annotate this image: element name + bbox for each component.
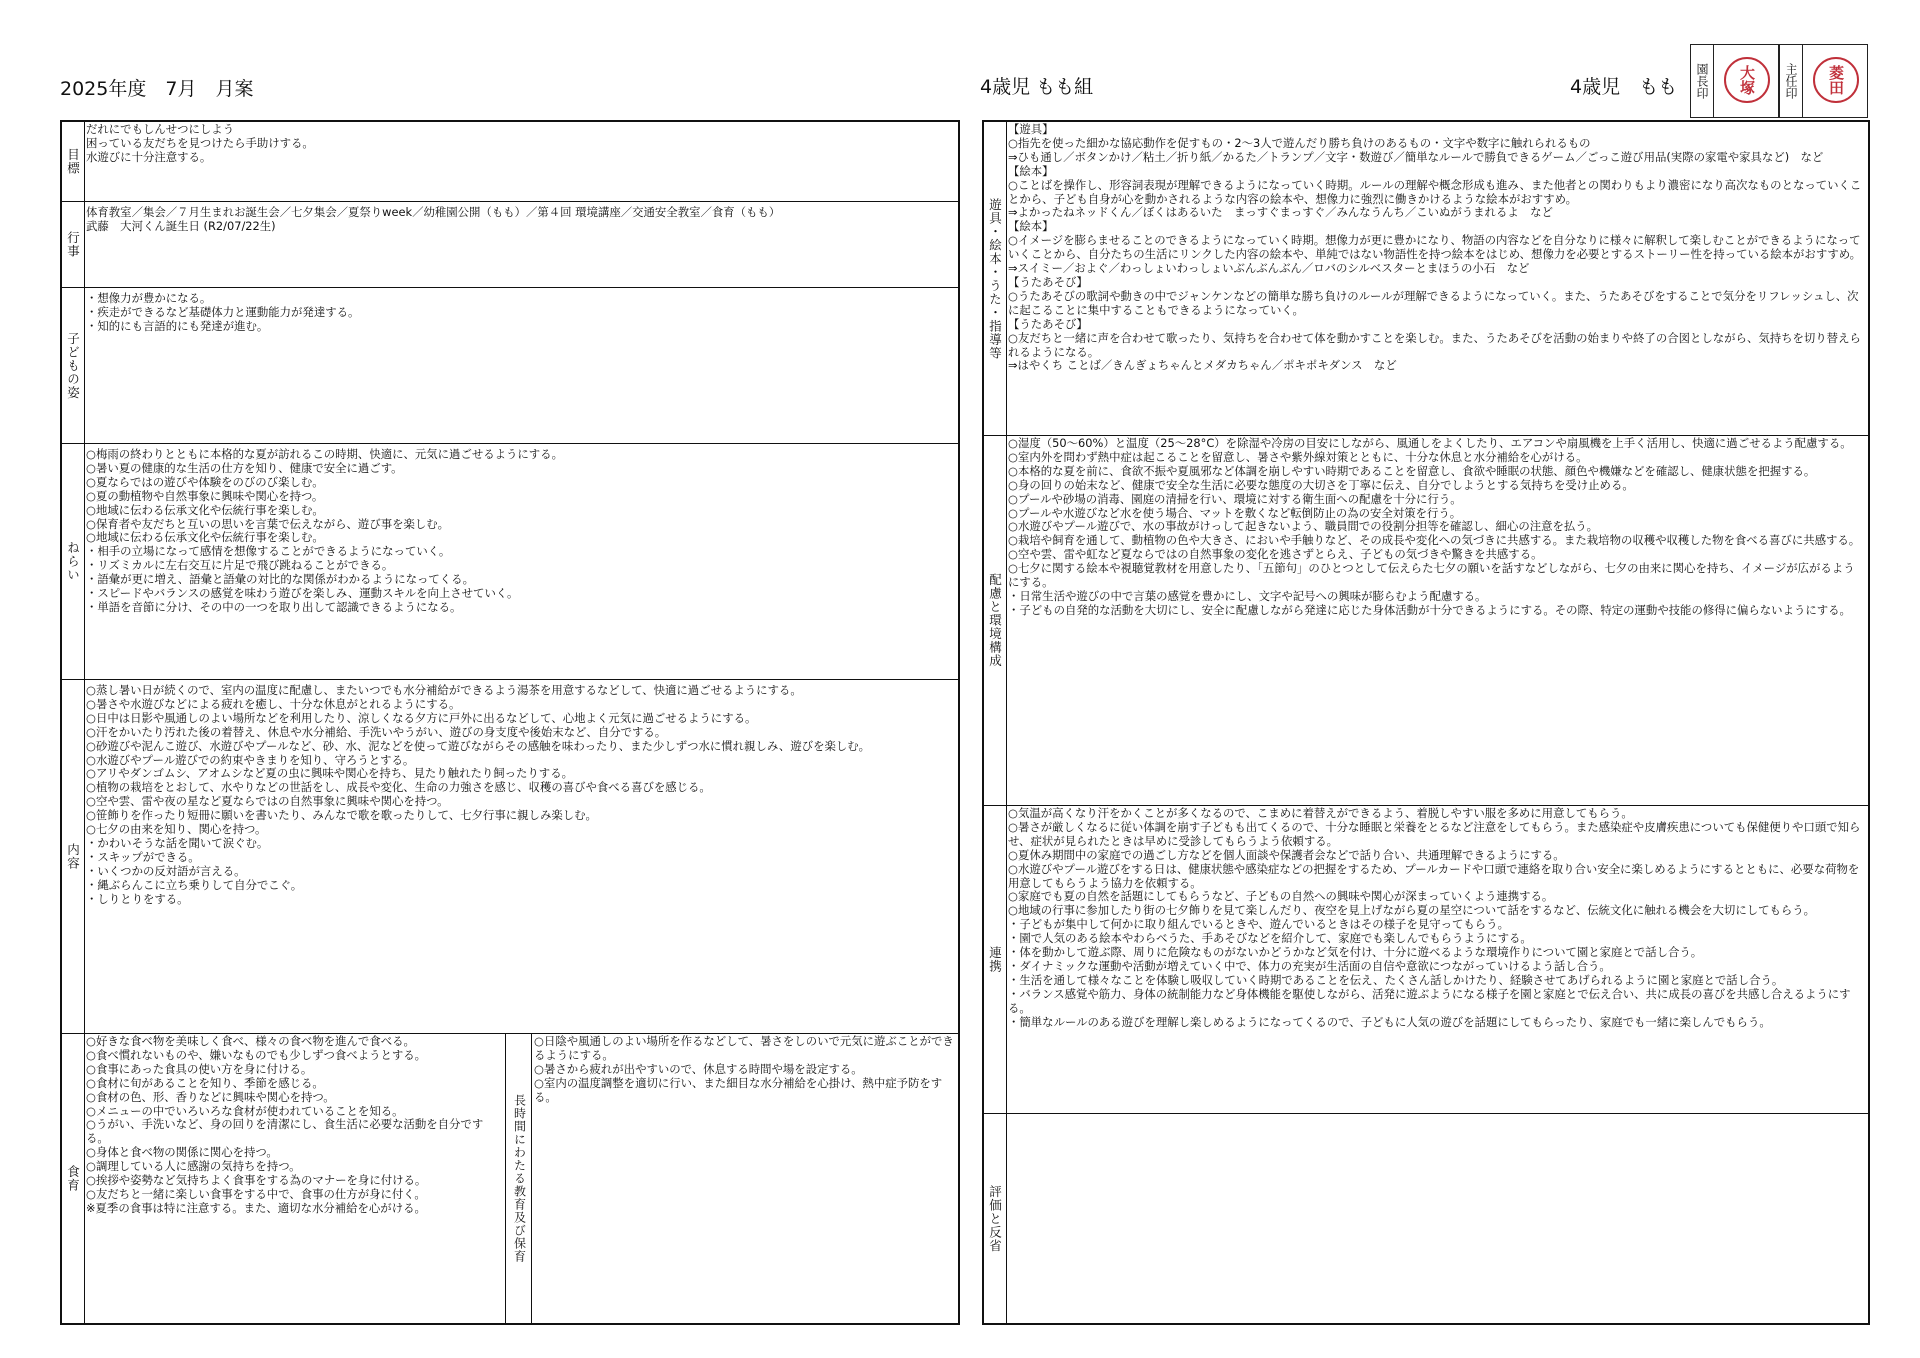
text-line: ・相手の立場になって感情を想像することができるようになっていく。 [86,544,451,559]
text-line: 【絵本】 [1008,219,1054,234]
text-line: ○ことばを操作し、形容詞表現が理解できるようになっていく時期。ルールの理解や概念形成も進み、また他者との関わりもより濃密になり高次なものとなっていくことから、子ども自身が心を動かされるような内容の絵本や、想像力に強烈に働きかけるような絵本がおすすめ。 [1008,177,1862,206]
text-line: ・日常生活や遊びの中で言葉の感覚を豊かにし、文字や記号への興味が膨らむよう配慮する。 [1008,588,1487,603]
evaluation-text [1008,1115,1865,1323]
text-line: 体育教室／集会／７月生まれお誕生会／七夕集会／夏祭りweek／幼稚園公開（もも）／第４回 環境講座／交通安全教室／食育（もも） [86,206,781,219]
text-line: ○イメージを膨らませることのできるようになっていく時期。想像力が更に豊かになり、物語の内容などを自分なりに様々に解釈して楽しむことができるようになっていくことから、自分たちの生活にリンクした内容の絵本や、単純ではない物語性を持つ絵本をはじめ、想像力を必要とするストーリー性を持っている絵本がおすすめ。 [1008,233,1862,262]
text-line: ○夏ならではの遊びや体験をのびのび楽しむ。 [86,474,324,489]
text-line: ・ダイナミックな運動や活動が増えていく中で、体力の充実が生活面の自信や意欲につながっていけるよう話し合う。 [1008,958,1611,973]
text-line: ○保育者や友だちと互いの思いを言葉で伝えながら、遊び事を楽しむ。 [86,516,450,531]
text-line: ○栽培や飼育を通して、動植物の色や大きさ、においや手触りなど、その成長や変化への気づきに共感する。また栽培物の収穫や収穫した物を食べる喜びに共感する。 [1008,533,1861,548]
text-line: 困っている友だちを見つけたら手助けする。 [86,135,314,150]
text-line: 【絵本】 [1008,163,1054,178]
text-line: ○七夕に関する絵本や視聴覚教材を用意したり、「五節句」のひとつとして伝えらた七夕の願いを話すなどしながら、七夕の由来に関心を持ち、イメージが広がるようにする。 [1008,561,1855,590]
text-line: ○日陰や風通しのよい場所を作るなどして、暑さをしのいで元気に遊ぶことができるようにする。 [534,1035,954,1062]
text-line: ○家庭でも夏の自然を話題にしてもらうなど、子どもの自然への興味や関心が深まっていくよう連携する。 [1008,889,1554,904]
text-line: ○気温が高くなり汗をかくことが多くなるので、こまめに着替えができるよう、着脱しやすい服を多めに用意してもらう。 [1008,807,1633,820]
evaluation-label: 評価と反省 [984,1114,1007,1323]
play-row [984,122,1868,436]
text-line: ⇒はやくち ことば／きんぎょちゃんとメダカちゃん／ポキポキダンス など [1008,358,1397,373]
text-line: ・簡単なルールのある遊びを理解し楽しめるようになってくるので、子どもに人気の遊びを話題にしてもらったり、家庭でも一緒に楽しんでもらう。 [1008,1014,1771,1029]
text-line: ○アリやダンゴムシ、アオムシなど夏の虫に興味や関心を持ち、見たり触れたり飼ったりする。 [86,766,573,781]
text-line: ・縄ぶらんこに立ち乗りして自分でこぐ。 [86,877,303,892]
aims-row [62,444,958,680]
text-line: ○水遊びやプール遊びでの約束やきまりを知り、守ろうとする。 [86,752,415,767]
text-line: ・いくつかの反対語が言える。 [86,863,246,878]
text-line: ・園で人気のある絵本やわらべうた、手あそびなどを紹介して、家庭でも楽しんでもらうようにする。 [1008,931,1532,946]
text-line: ○本格的な夏を前に、食欲不振や夏風邪など体調を崩しやすい時期であることを留意し、食欲や睡眠の状態、顔色や機嫌などを確認し、健康状態を把握する。 [1008,463,1816,478]
text-line: ○梅雨の終わりとともに本格的な夏が訪れるこの時期、快適に、元気に過ごせるようにする。 [86,448,563,461]
text-line: ○日中は日影や風通しのよい場所などを利用したり、涼しくなる夕方に戸外に出るなどして、心地よく元気に過ごせるようにする。 [86,710,757,725]
text-line: ○砂遊びや泥んこ遊び、水遊びやプールなど、砂、水、泥などを使って遊びながらその感触を味わったり、また少しずつ水に慣れ親しみ、遊びを楽しむ。 [86,738,871,753]
environment-row [984,436,1868,806]
text-line: ○水遊びやプール遊びで、水の事故がけっして起きないよう、職員間での役割分担等を確認し、細心の注意を払う。 [1008,519,1599,534]
text-line: ・子どもの自発的な活動を大切にし、安全に配慮しながら発達に応じた身体活動が十分できるようにする。その際、特定の運動や技能の修得に偏らないようにする。 [1008,602,1851,617]
text-line: ○身の回りの始末など、健康で安全な生活に必要な態度の大切さを丁寧に伝え、自分でしようとする気持ちを受け止める。 [1008,477,1634,492]
text-line: ○蒸し暑い日が続くので、室内の温度に配慮し、またいつでも水分補給ができるよう湯茶を用意するなどして、快適に過ごせるようにする。 [86,684,802,697]
goals-text [86,123,955,201]
text-line: ○指先を使った細かな協応動作を促すもの・2〜3人で遊んだり勝ち負けのあるもの・文字や数字に触れられるもの [1008,135,1591,150]
food-label: 食育 [62,1034,85,1323]
text-line: ○空や雲、雷や虹など夏ならではの自然事象の変化を逃さずとらえ、子どもの気づきや驚きを共感する。 [1008,547,1543,562]
text-line: ○うたあそびの歌詞や動きの中でジャンケンなどの簡単な勝ち負けのルールが理解できるようになっていく。また、うたあそびをすることで気分をリフレッシュし、次に起こることに集中することもできるようになっていく。 [1008,288,1859,317]
play-text [1008,123,1865,435]
principal-seal: 大塚 [1724,57,1770,103]
child-text [86,292,955,443]
text-line: ○挨拶や姿勢など気持ちよく食事をする為のマナーを身に付ける。 [86,1173,427,1188]
text-line: ○汗をかいたり汚れた後の着替え、休息や水分補給、手洗いやうがい、遊びの身支度や後始末など、自分でする。 [86,724,667,739]
content-text [86,684,955,1033]
left-plan-table [60,120,960,1325]
text-line: ○室内外を問わず熱中症は起こることを留意し、暑さや紫外線対策とともに、十分な休息と水分補給を心がける。 [1008,449,1588,464]
food-row [62,1034,958,1323]
text-line: 水遊びに十分注意する。 [86,149,212,164]
goals-row [62,122,958,202]
evaluation-row [984,1114,1868,1323]
events-text [86,206,955,287]
environment-text [1008,437,1865,805]
text-line: ○湿度（50〜60%）と温度（25〜28°C）を除湿や冷房の目安にしながら、風通しをよくしたり、エアコンや扇風機を上手く活用し、快適に過ごせるよう配慮する。 [1008,437,1852,450]
cooperation-row [984,806,1868,1114]
events-label: 行事 [62,202,85,287]
text-line: ○暑い夏の健康的な生活の仕方を知り、健康で安全に過ごす。 [86,460,403,475]
play-label: 遊具・絵本・うた・指導等 [984,122,1007,435]
text-line: ○調理している人に感謝の気持ちを持つ。 [86,1159,301,1174]
text-line: ○好きな食べ物を美味しく食べ、様々の食べ物を進んで食べる。 [86,1035,415,1048]
principal-seal-box [1714,44,1779,118]
events-row [62,202,958,288]
text-line: ・スピードやバランスの感覚を味わう遊びを楽しみ、運動スキルを向上させていく。 [86,586,519,601]
text-line: ○七夕の由来を知り、関心を持つ。 [86,822,267,837]
text-line: ○友だちと一緒に楽しい食事をする中で、食事の仕方が身に付く。 [86,1186,426,1201]
text-line: 【遊具】 [1008,123,1054,136]
text-line: だれにでもしんせつにしよう [86,123,235,136]
approval-stamps [1690,44,1870,118]
text-line: ○地域の行事に参加したり街の七夕飾りを見て楽しんだり、夜空を見上げながら夏の星空について話をするなど、伝統文化に触れる機会を大切にしてもらう。 [1008,903,1816,918]
content-row [62,680,958,1034]
text-line: ○地域に伝わる伝承文化や伝統行事を楽しむ。 [86,530,324,545]
text-line: ○暑さから疲れが出やすいので、休息する時間や場を設定する。 [534,1061,863,1076]
text-line: ・スキップができる。 [86,849,200,864]
chief-seal-label: 主任印 [1779,44,1803,118]
text-line: ・しりとりをする。 [86,891,189,906]
text-line: ○プールや砂場の消毒、園庭の清掃を行い、環境に対する衛生面への配慮を十分に行う。 [1008,491,1462,506]
text-line: ○暑さや水遊びなどによる疲れを癒し、十分な休息がとれるようにする。 [86,696,461,711]
text-line: ・想像力が豊かになる。 [86,292,212,305]
text-line: ○水遊びやプール遊びをする日は、健康状態や感染症などの把握をするため、プールカードや口頭で連絡を取り合い安全に楽しめるようにするとともに、必要な荷物を用意してもらうよう協力を依頼する。 [1008,861,1860,890]
text-line: ○食事にあった食具の使い方を身に付ける。 [86,1061,313,1076]
text-line: ・生活を通して様々なことを体験し吸収していく時期であることを伝え、たくさん話しかけたり、経験させてあげられるように園と家庭とで話し合う。 [1008,972,1784,987]
text-line: ・体を動かして遊ぶ際、周りに危険なものがないかどうかなど気を付け、十分に遊べるような環境作りについて園と家庭とで話し合う。 [1008,945,1703,960]
text-line: ⇒ひも通し／ボタンかけ／粘土／折り紙／かるた／トランプ／文字・数遊び／簡単なルールで勝負できるゲーム／ごっこ遊び用品(実際の家電や家具など) など [1008,149,1824,164]
text-line: 【うたあそび】 [1008,316,1088,331]
text-line: ○うがい、手洗いなど、身の回りを清潔にし、食生活に必要な活動を自分でする。 [86,1117,484,1146]
text-line: ⇒スイミー／およぐ／わっしょいわっしょいぶんぶんぶん／ロバのシルベスターとまほうの小石 など [1008,261,1530,276]
text-line: ○笹飾りを作ったり短冊に願いを書いたり、みんなで歌を歌ったりして、七夕行事に親しみ楽しむ。 [86,808,597,823]
aims-label: ねらい [62,444,85,679]
environment-label: 配慮と環境構成 [984,436,1007,805]
text-line: 武藤 大河くん誕生日 (R2/07/22生) [86,218,276,233]
class-name-center: 4歳児 もも組 [980,76,1094,98]
child-row [62,288,958,444]
text-line: ・リズミカルに左右交互に片足で飛び跳ねることができる。 [86,558,394,573]
text-line: ○室内の温度調整を適切に行い、また細目な水分補給を心掛け、熱中症予防をする。 [534,1075,943,1104]
text-line: ○地域に伝わる伝承文化や伝統行事を楽しむ。 [86,502,324,517]
cooperation-label: 連携 [984,806,1007,1113]
cooperation-text [1008,807,1865,1113]
text-line: ○身体と食べ物の関係に関心を持つ。 [86,1145,278,1160]
content-label: 内容 [62,680,85,1033]
text-line: ※夏季の食事は特に注意する。また、適切な水分補給を心がける。 [86,1200,426,1215]
child-label: 子どもの姿 [62,288,85,443]
food-text [86,1035,501,1323]
aims-text [86,448,955,679]
longcare-text [534,1035,955,1323]
text-line: ○プールや水遊びなど水を使う場合、マットを敷くなど転倒防止の為の安全対策を行う。 [1008,505,1462,520]
right-plan-table [982,120,1870,1325]
text-line: ○食材の色、形、香りなどに興味や関心を持つ。 [86,1089,335,1104]
chief-seal: 菱田 [1813,57,1859,103]
document-title: 2025年度 7月 月案 [60,78,254,100]
text-line: 【うたあそび】 [1008,274,1088,289]
text-line: ○暑さが厳しくなるに従い体調を崩す子どもも出てくるので、十分な睡眠と栄養をとるなど注意をしてもらう。また感染症や皮膚疾患についても保健便りや口頭で知らせ、症状が見られたときは早めに受診してもらうよう依頼する。 [1008,819,1861,848]
text-line: ・単語を音節に分け、その中の一つを取り出して認識できるようになる。 [86,599,462,614]
text-line: ○空や雲、雷や夜の星など夏ならではの自然事象に興味や関心を持つ。 [86,794,449,809]
text-line: ○植物の栽培をとおして、水やりなどの世話をし、成長や変化、生命の力強さを感じ、収穫の喜びや食べる喜びを感じる。 [86,780,711,795]
text-line: ・子どもが集中して何かに取り組んでいるときや、遊んでいるときはその様子を見守ってもらう。 [1008,917,1509,932]
text-line: ・語彙が更に増え、語彙と語彙の対比的な関係がわかるようになってくる。 [86,572,474,587]
text-line: ・バランス感覚や筋力、身体の統制能力など身体機能を駆使しながら、活発に遊ぶようになる様子を園と家庭とで伝え合い、共に成長の喜びを共感し合えるようにする。 [1008,986,1851,1015]
text-line: ○メニューの中でいろいろな食材が使われていることを知る。 [86,1103,404,1118]
text-line: ○夏の動植物や自然事象に興味や関心を持つ。 [86,488,324,503]
text-line: ・疾走ができるなど基礎体力と運動能力が発達する。 [86,304,360,319]
text-line: ○夏休み期間中の家庭での過ごし方などを個人面談や保護者会などで話り合い、共通理解できるようにする。 [1008,847,1565,862]
text-line: ○友だちと一緒に声を合わせて歌ったり、気持ちを合わせて体を動かすことを楽しむ。また、うたあそびを活動の始まりや終了の合図としながら、気持ちを切り替えられるようになる。 [1008,330,1861,359]
longcare-label: 長時間にわたる教育及び保育 [507,1034,532,1323]
text-line: ・知的にも言語的にも発達が進む。 [86,318,269,333]
class-name-right: 4歳児 もも [1570,76,1678,98]
goals-label: 目標 [62,122,85,201]
text-line: ⇒よかったねネッドくん／ぼくはあるいた まっすぐまっすぐ／みんなうんち／こいぬがうまれるよ など [1008,205,1553,220]
principal-seal-label: 園長印 [1690,44,1714,118]
text-line: ・かわいそうな話を聞いて涙ぐむ。 [86,835,269,850]
text-line: ○食べ慣れないものや、嫌いなものでも少しずつ食べようとする。 [86,1047,427,1062]
longcare-divider [505,1034,506,1323]
chief-seal-box [1803,44,1868,118]
text-line: ○食材に旬があることを知り、季節を感じる。 [86,1075,324,1090]
